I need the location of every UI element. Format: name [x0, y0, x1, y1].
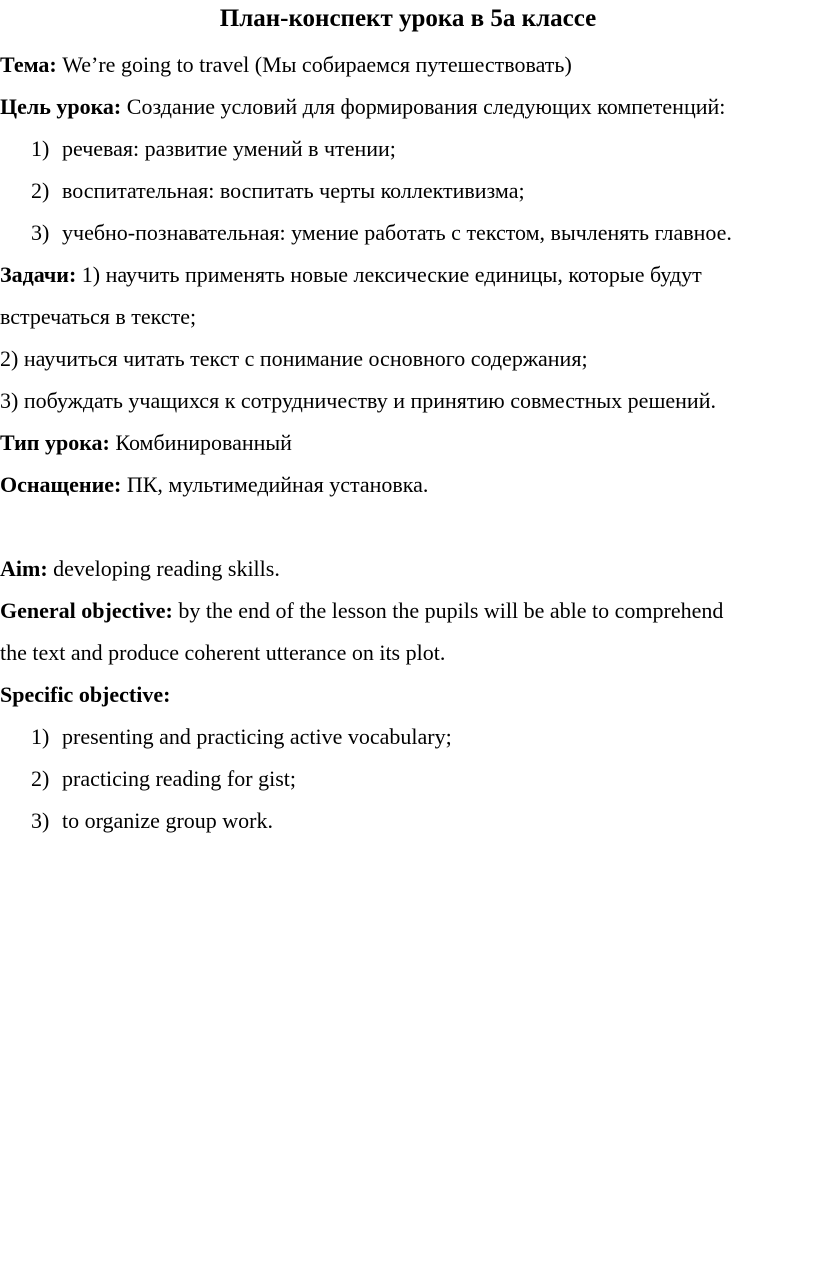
general-objective-text-2: the text and produce coherent utterance on its plot.	[0, 640, 446, 665]
tasks-line-3	[0, 344, 588, 374]
tasks-line-1	[0, 260, 702, 290]
topic-value: We’re going to travel (Мы собираемся путешествовать)	[56, 52, 572, 77]
specific-objective-item-text: practicing reading for gist;	[62, 766, 296, 791]
goal-label: Цель урока:	[0, 94, 122, 119]
goal-item-2	[31, 176, 525, 206]
goal-item-number: 2)	[31, 178, 50, 203]
tasks-text-2: встречаться в тексте;	[0, 304, 197, 329]
specific-objective-item-2	[31, 764, 296, 794]
specific-objective-label: Specific objective:	[0, 682, 171, 707]
specific-objective-item-number: 1)	[31, 724, 50, 749]
equipment-line	[0, 470, 428, 500]
general-objective-line-1	[0, 596, 723, 626]
tasks-text-3: 2) научиться читать текст с понимание основного содержания;	[0, 346, 588, 371]
lesson-type-line	[0, 428, 292, 458]
goal-item-3	[31, 218, 732, 248]
equipment-label: Оснащение:	[0, 472, 122, 497]
general-objective-label: General objective:	[0, 598, 173, 623]
general-objective-line-2	[0, 638, 445, 668]
equipment-value: ПК, мультимедийная установка.	[121, 472, 429, 497]
goal-line	[0, 92, 725, 122]
goal-item-text: воспитательная: воспитать черты коллективизма;	[62, 178, 525, 203]
specific-objective-item-text: to organize group work.	[62, 808, 273, 833]
aim-value: developing reading skills.	[47, 556, 280, 581]
tasks-label: Задачи:	[0, 262, 77, 287]
goal-item-text: речевая: развитие умений в чтении;	[62, 136, 396, 161]
specific-objective-item-number: 2)	[31, 766, 50, 791]
goal-item-number: 3)	[31, 220, 50, 245]
tasks-text-1: 1) научить применять новые лексические единицы, которые будут	[76, 262, 702, 287]
specific-objective-item-1	[31, 722, 452, 752]
topic-line	[0, 50, 572, 80]
tasks-line-4	[0, 386, 716, 416]
tasks-line-2	[0, 302, 196, 332]
specific-objective-line	[0, 680, 170, 710]
specific-objective-item-3	[31, 806, 273, 836]
document-title: План-конспект урока в 5а классе	[219, 5, 597, 32]
goal-item-text: учебно-познавательная: умение работать с текстом, вычленять главное.	[62, 220, 732, 245]
lesson-type-value: Комбинированный	[109, 430, 292, 455]
tasks-text-4: 3) побуждать учащихся к сотрудничеству и принятию совместных решений.	[0, 388, 716, 413]
aim-label: Aim:	[0, 556, 48, 581]
specific-objective-item-text: presenting and practicing active vocabulary;	[62, 724, 452, 749]
goal-item-number: 1)	[31, 136, 50, 161]
specific-objective-item-number: 3)	[31, 808, 50, 833]
aim-line	[0, 554, 280, 584]
general-objective-text-1: by the end of the lesson the pupils will be able to comprehend	[172, 598, 724, 623]
goal-value: Создание условий для формирования следующих компетенций:	[121, 94, 726, 119]
topic-label: Тема:	[0, 52, 57, 77]
lesson-type-label: Тип урока:	[0, 430, 110, 455]
goal-item-1	[31, 134, 396, 164]
